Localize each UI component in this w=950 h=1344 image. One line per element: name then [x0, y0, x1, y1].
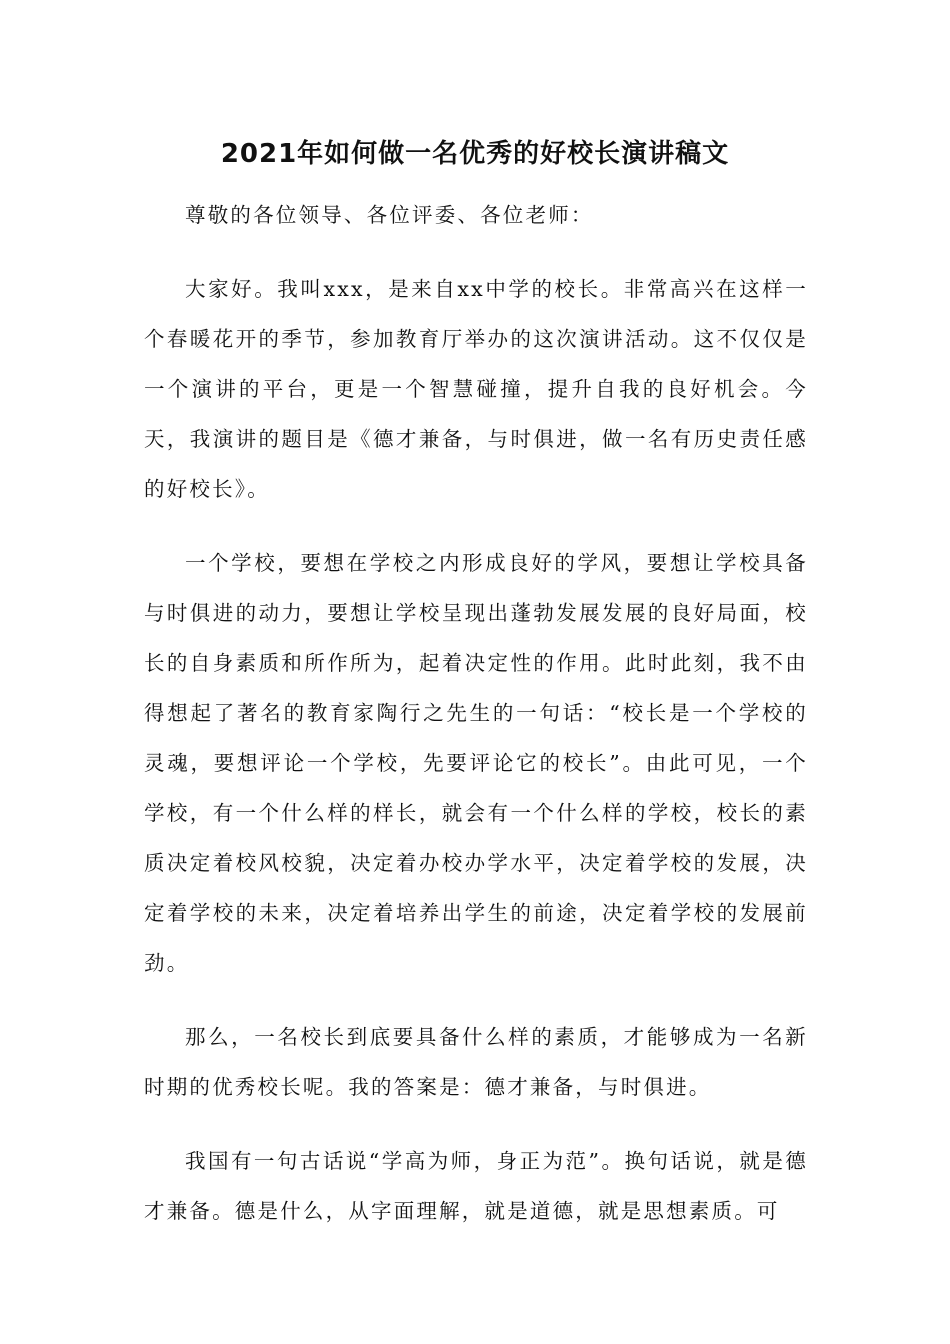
- salutation-paragraph: 尊敬的各位领导、各位评委、各位老师：: [185, 203, 594, 227]
- question-paragraph: 那么，一名校长到底要具备什么样的素质，才能够成为一名新时期的优秀校长呢。我的答案是：德才兼备，与时俱进。: [144, 1025, 808, 1099]
- virtue-paragraph: 我国有一句古话说“学高为师，身正为范”。换句话说，就是德才兼备。德是什么，从字面理解，就是道德，就是思想素质。可: [144, 1149, 808, 1223]
- greeting-paragraph: 大家好。我叫xxx，是来自xx中学的校长。非常高兴在这样一个春暖花开的季节，参加教育厅举办的这次演讲活动。这不仅仅是一个演讲的平台，更是一个智慧碰撞，提升自我的良好机会。今天，我演讲的题目是《德才兼备，与时俱进，做一名有历史责任感的好校长》。: [144, 277, 808, 501]
- document-title: 2021年如何做一名优秀的好校长演讲稿文: [220, 139, 730, 169]
- document-body: [144, 190, 808, 1260]
- principal-role-paragraph: 一个学校，要想在学校之内形成良好的学风，要想让学校具备与时俱进的动力，要想让学校呈现出蓬勃发展发展的良好局面，校长的自身素质和所作所为，起着决定性的作用。此时此刻，我不由得想起了著名的教育家陶行之先生的一句话：“校长是一个学校的灵魂，要想评论一个学校，先要评论它的校长”。由此可见，一个学校，有一个什么样的样长，就会有一个什么样的学校，校长的素质决定着校风校貌，决定着办校办学水平，决定着学校的发展，决定着学校的未来，决定着培养出学生的前途，决定着学校的发展前劲。: [144, 551, 808, 975]
